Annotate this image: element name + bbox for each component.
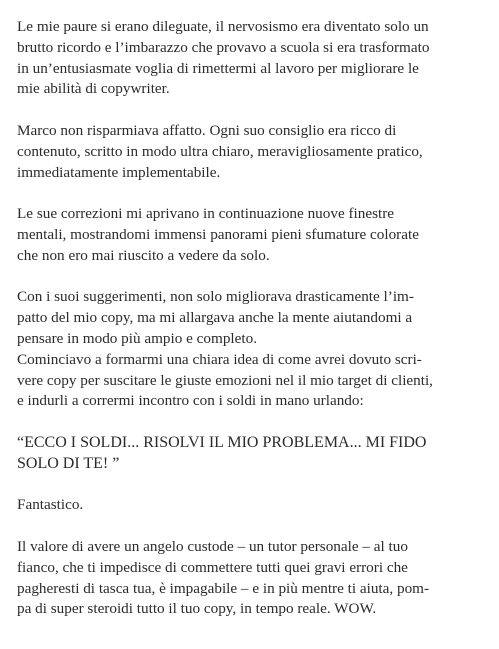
text-line: Marco non risparmiava affatto. Ogni suo consiglio era ricco di bbox=[17, 121, 397, 139]
paragraph-6 bbox=[17, 495, 487, 516]
text-line: mentali, mostrandomi immensi panorami pieni sfumature colorate bbox=[17, 225, 419, 243]
paragraph-1 bbox=[17, 17, 487, 100]
text-line: pensare in modo più ampio e completo. bbox=[17, 329, 257, 347]
paragraph-spacer bbox=[17, 100, 487, 121]
text-line: Fantastico. bbox=[17, 496, 84, 514]
text-line: mie abilità di copywriter. bbox=[17, 80, 170, 98]
text-line: Cominciavo a formarmi una chiara idea di come avrei dovuto scri- bbox=[17, 350, 422, 368]
paragraph-3 bbox=[17, 204, 487, 266]
quote-line: SOLO DI TE! ” bbox=[17, 454, 120, 472]
text-line: in un’entusiasmate voglia di rimettermi al lavoro per migliorare le bbox=[17, 59, 419, 77]
text-line: immediatamente implementabile. bbox=[17, 163, 221, 181]
text-line: vere copy per suscitare le giuste emozioni nel il mio target di clienti, bbox=[17, 371, 433, 389]
paragraph-spacer bbox=[17, 516, 487, 537]
paragraph-4 bbox=[17, 287, 487, 412]
text-line: brutto ricordo e l’imbarazzo che provavo a scuola si era trasformato bbox=[17, 38, 430, 56]
paragraph-spacer bbox=[17, 475, 487, 496]
paragraph-spacer bbox=[17, 183, 487, 204]
text-line: e indurli a corrermi incontro con i soldi in mano urlando: bbox=[17, 392, 364, 410]
text-line: che non ero mai riuscito a vedere da solo. bbox=[17, 246, 270, 264]
quote-line: “ECCO I SOLDI... RISOLVI IL MIO PROBLEMA... MI FIDO bbox=[17, 433, 427, 451]
text-line: Con i suoi suggerimenti, non solo migliorava drasticamente l’im- bbox=[17, 288, 414, 306]
paragraph-spacer bbox=[17, 412, 487, 433]
paragraph-spacer bbox=[17, 267, 487, 288]
text-line: Le mie paure si erano dileguate, il nervosismo era diventato solo un bbox=[17, 18, 429, 35]
document-page bbox=[17, 17, 487, 620]
text-line: patto del mio copy, ma mi allargava anche la mente aiutandomi a bbox=[17, 309, 413, 327]
text-line: pagheresti di tasca tua, è impagabile – e in più mentre ti aiuta, pom- bbox=[17, 579, 430, 597]
text-line: Il valore di avere un angelo custode – un tutor personale – al tuo bbox=[17, 537, 408, 555]
text-line: pa di super steroidi tutto il tuo copy, in tempo reale. WOW. bbox=[17, 600, 377, 618]
paragraph-2 bbox=[17, 121, 487, 183]
text-line: contenuto, scritto in modo ultra chiaro, meravigliosamente pratico, bbox=[17, 142, 423, 160]
text-line: fianco, che ti impedisce di commettere tutti quei gravi errori che bbox=[17, 558, 408, 576]
paragraph-7 bbox=[17, 537, 487, 620]
quote-paragraph bbox=[17, 433, 487, 475]
text-line: Le sue correzioni mi aprivano in continuazione nuove finestre bbox=[17, 205, 395, 223]
